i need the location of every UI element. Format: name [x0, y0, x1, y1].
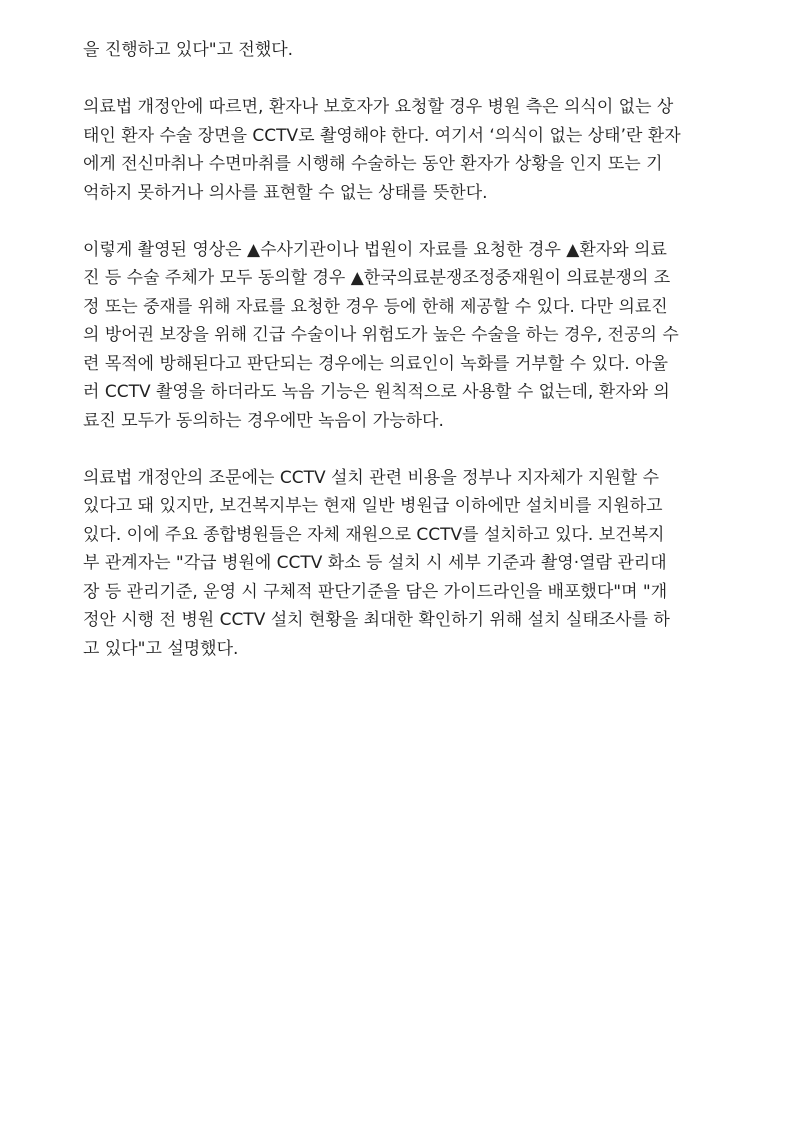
- text-line: 련 목적에 방해된다고 판단되는 경우에는 의료인이 녹화를 거부할 수 있다. 아울: [83, 353, 668, 374]
- paragraph-intro-tail: [83, 36, 715, 65]
- text-line: 러 CCTV 촬영을 하더라도 녹음 기능은 원칙적으로 사용할 수 없는데, 환자와 의: [83, 382, 670, 402]
- text-line: 의료법 개정안의 조문에는 CCTV 설치 관련 비용을 정부나 지자체가 지원할 수: [83, 467, 660, 488]
- text-line: 정 또는 중재를 위해 자료를 요청한 경우 등에 한해 제공할 수 있다. 다만 의료진: [83, 296, 668, 317]
- text-line: 의 방어권 보장을 위해 긴급 수술이나 위험도가 높은 수술을 하는 경우, 전공의 수: [83, 325, 679, 345]
- paragraph-footage-provision: [83, 236, 715, 436]
- text-line: 태인 환자 수술 장면을 CCTV로 촬영해야 한다. 여기서 ‘의식이 없는 상태’란 환자: [83, 125, 681, 146]
- paragraph-installation-cost: [83, 464, 715, 664]
- paragraph-amendment-definition: [83, 93, 715, 207]
- text-line: 정안 시행 전 병원 CCTV 설치 현황을 최대한 확인하기 위해 설치 실태조사를 하: [83, 610, 670, 630]
- article-body: [83, 36, 715, 692]
- text-line: 진 등 수술 주체가 모두 동의할 경우 ▲한국의료분쟁조정중재원이 의료분쟁의 조: [83, 268, 671, 288]
- text-line: 억하지 못하거나 의사를 표현할 수 없는 상태를 뜻한다.: [83, 182, 488, 203]
- text-line: 고 있다"고 설명했다.: [83, 638, 239, 659]
- text-line: 료진 모두가 동의하는 경우에만 녹음이 가능하다.: [83, 410, 444, 431]
- text-line: 부 관계자는 "각급 병원에 CCTV 화소 등 설치 시 세부 기준과 촬영·열람 관리대: [83, 553, 667, 573]
- text-line: 이렇게 촬영된 영상은 ▲수사기관이나 법원이 자료를 요청한 경우 ▲환자와 의료: [83, 239, 667, 260]
- text-line: 에게 전신마취나 수면마취를 시행해 수술하는 동안 환자가 상황을 인지 또는 기: [83, 154, 663, 174]
- text-line: 의료법 개정안에 따르면, 환자나 보호자가 요청할 경우 병원 측은 의식이 없는 상: [83, 97, 674, 117]
- text-line: 장 등 관리기준, 운영 시 구체적 판단기준을 담은 가이드라인을 배포했다"며 "개: [83, 581, 668, 602]
- text-line: 있다. 이에 주요 종합병원들은 자체 재원으로 CCTV를 설치하고 있다. 보건복지: [83, 524, 665, 545]
- text-line: 있다고 돼 있지만, 보건복지부는 현재 일반 병원급 이하에만 설치비를 지원하고: [83, 496, 663, 516]
- text-line: 을 진행하고 있다"고 전했다.: [83, 40, 294, 60]
